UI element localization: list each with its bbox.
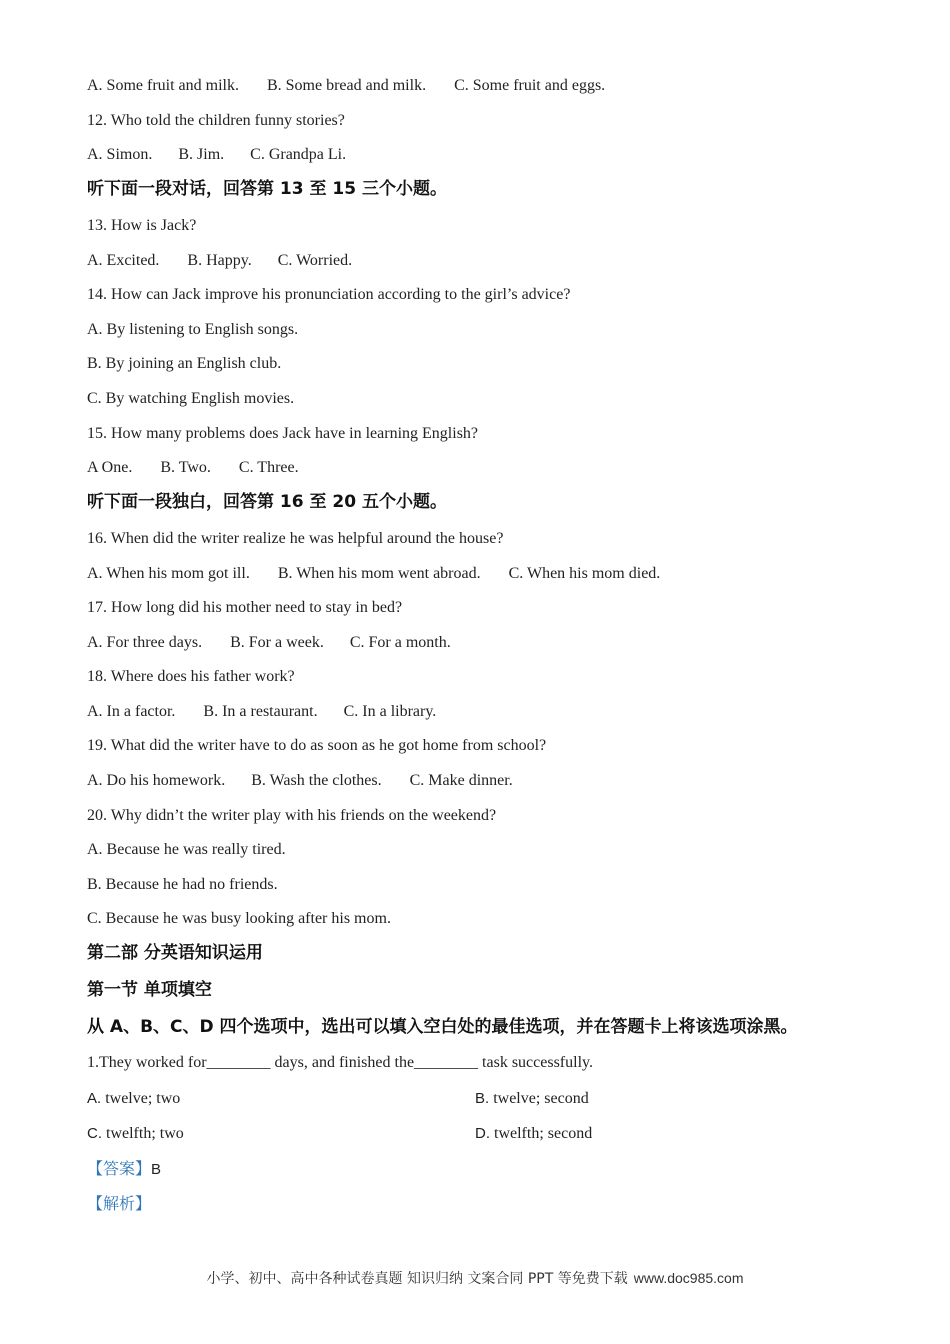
question-1-stem: 1.They worked for________ days, and finished the________ task successfully.	[87, 1054, 593, 1071]
options-q17	[87, 633, 451, 653]
options-q12	[87, 145, 346, 165]
options-q16	[87, 564, 660, 584]
option-a: A. Do his homework.	[87, 772, 226, 789]
option-b: B. twelve; second	[475, 1090, 589, 1107]
option-a: A. When his mom got ill.	[87, 565, 250, 582]
option-a: A. Excited.	[87, 252, 160, 269]
answer-value: B	[151, 1161, 162, 1178]
option-a: A. In a factor.	[87, 703, 176, 720]
part-title: 第二部 分英语知识运用	[87, 943, 263, 963]
question-16: 16. When did the writer realize he was helpful around the house?	[87, 530, 504, 547]
option-c: C. twelfth; two	[87, 1125, 184, 1142]
option-c: C. Make dinner.	[409, 772, 513, 789]
option-c: C. By watching English movies.	[87, 390, 295, 407]
question-15: 15. How many problems does Jack have in learning English?	[87, 425, 479, 442]
options-q11	[87, 76, 605, 96]
option-c: C. Three.	[238, 459, 299, 476]
question-19: 19. What did the writer have to do as soon as he got home from school?	[87, 737, 547, 754]
question-17: 17. How long did his mother need to stay in bed?	[87, 599, 403, 616]
option-b: B. Wash the clothes.	[251, 772, 382, 789]
page-footer	[0, 1268, 950, 1288]
option-b: B. Jim.	[178, 146, 225, 163]
option-c: C. Worried.	[277, 252, 353, 269]
options-q15	[87, 458, 299, 478]
option-c: C. Because he was busy looking after his mom.	[87, 910, 391, 927]
option-b: B. Some bread and milk.	[266, 77, 427, 94]
option-c: C. Some fruit and eggs.	[454, 77, 606, 94]
option-a: A One.	[87, 459, 133, 476]
option-b: B. By joining an English club.	[87, 355, 282, 372]
answer-label: 【答案】	[87, 1159, 152, 1178]
option-a: A. twelve; two	[87, 1090, 181, 1107]
option-c: C. For a month.	[349, 634, 451, 651]
option-d: D. twelfth; second	[475, 1125, 593, 1142]
option-a: A. Because he was really tired.	[87, 841, 286, 858]
analysis-label: 【解析】	[87, 1194, 152, 1213]
option-a: A. For three days.	[87, 634, 203, 651]
option-b: B. Happy.	[187, 252, 252, 269]
section-instruction: 从 A、B、C、D 四个选项中，选出可以填入空白处的最佳选项，并在答题卡上将该选项涂黑。	[87, 1017, 798, 1037]
option-c: C. When his mom died.	[508, 565, 661, 582]
option-b: B. Because he had no friends.	[87, 876, 278, 893]
options-q13	[87, 251, 352, 271]
question-13: 13. How is Jack?	[87, 217, 197, 234]
option-b: B. In a restaurant.	[203, 703, 318, 720]
question-12: 12. Who told the children funny stories?	[87, 112, 345, 129]
footer-link[interactable]: www.doc985.com	[633, 1270, 744, 1286]
option-a: A. Some fruit and milk.	[87, 77, 239, 94]
question-18: 18. Where does his father work?	[87, 668, 295, 685]
options-q19	[87, 771, 513, 791]
footer-text: 小学、初中、高中各种试卷真题 知识归纳 文案合同 PPT 等免费下载	[206, 1271, 628, 1287]
option-a: A. Simon.	[87, 146, 153, 163]
question-20: 20. Why didn’t the writer play with his friends on the weekend?	[87, 807, 497, 824]
option-c: C. Grandpa Li.	[250, 146, 347, 163]
option-b: B. For a week.	[230, 634, 324, 651]
answer-line	[87, 1159, 161, 1180]
option-a: A. By listening to English songs.	[87, 321, 299, 338]
section-instruction: 听下面一段独白，回答第 16 至 20 五个小题。	[87, 492, 447, 512]
section-title: 第一节 单项填空	[87, 980, 212, 1000]
option-b: B. Two.	[160, 459, 211, 476]
analysis-line	[87, 1194, 151, 1215]
option-b: B. When his mom went abroad.	[277, 565, 481, 582]
options-q18	[87, 702, 436, 722]
option-c: C. In a library.	[343, 703, 437, 720]
section-instruction: 听下面一段对话，回答第 13 至 15 三个小题。	[87, 179, 447, 199]
question-14: 14. How can Jack improve his pronunciation according to the girl’s advice?	[87, 286, 571, 303]
